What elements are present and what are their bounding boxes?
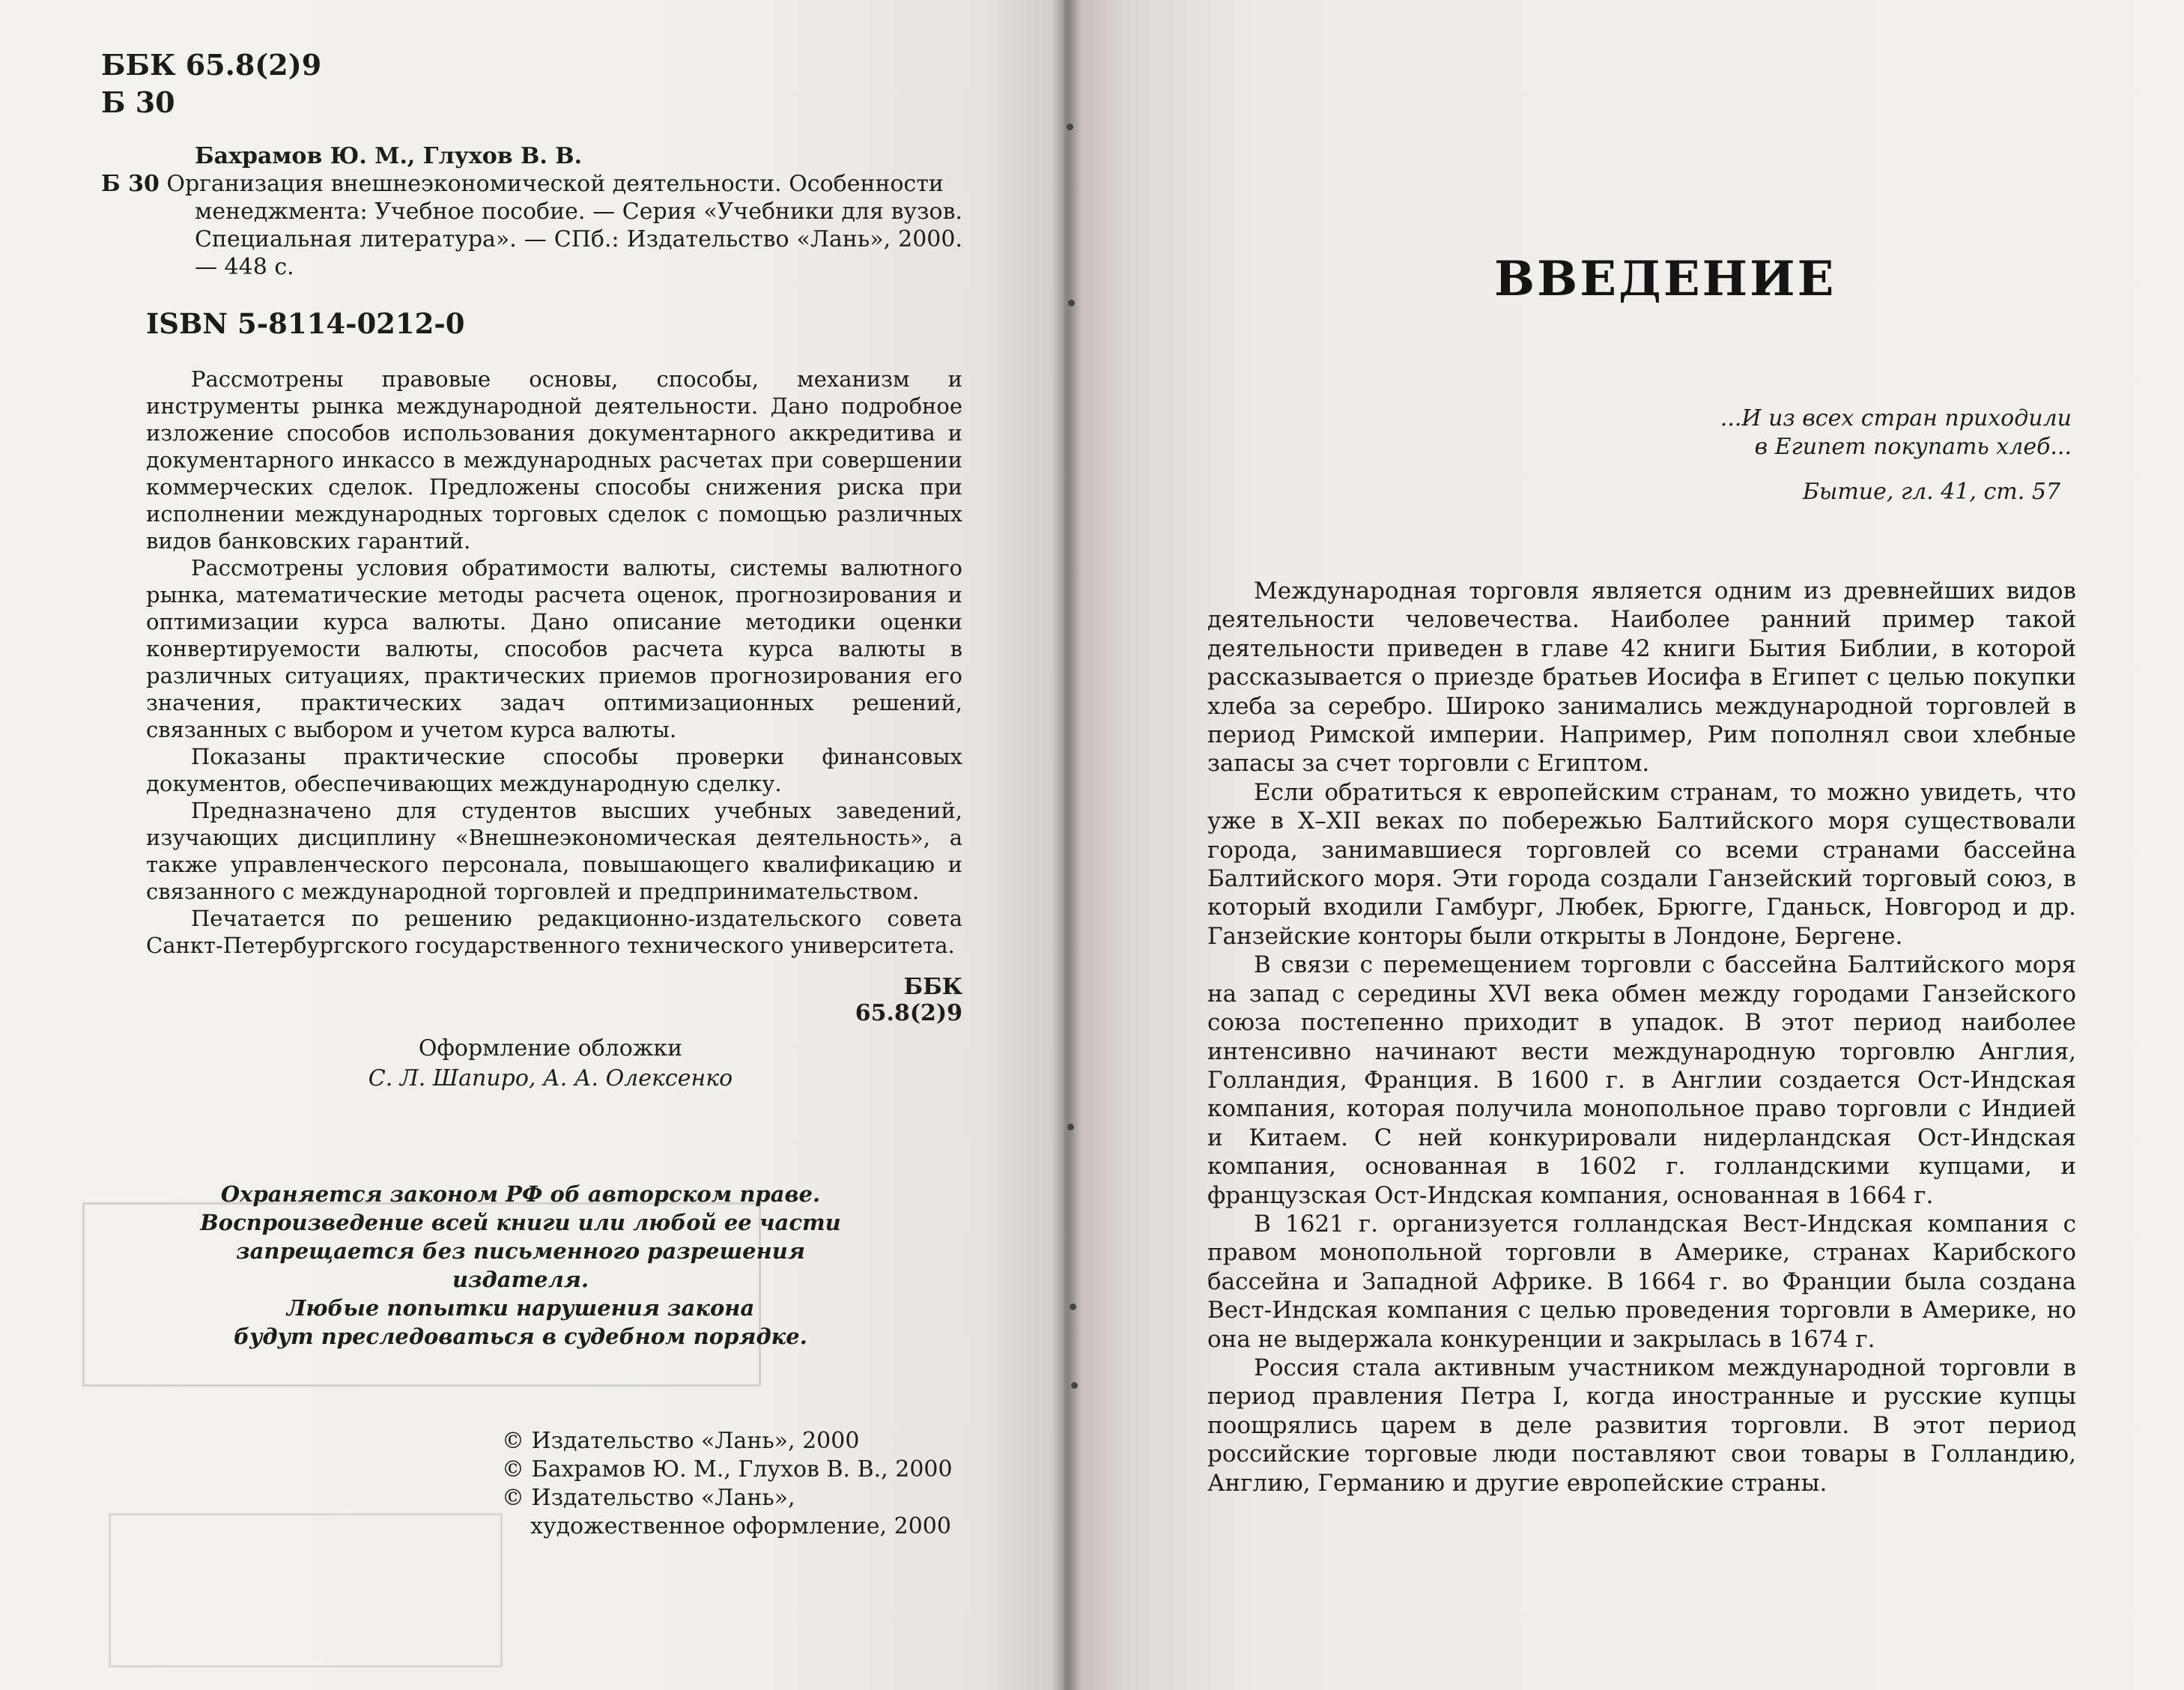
epigraph-source: Бытие, гл. 41, ст. 57: [1802, 479, 2060, 505]
body-paragraph: В 1621 г. организуется голландская Вест-Индская компания с правом монопольной торговли в Америке, странах Карибского бассейна и Западной Африке. В 1664 г. во Франции была создана Вест-Индская компания с целью проведения торговли в Америке, но она не выдержала конкуренции и закрылась в 1674 г.: [1207, 1210, 2076, 1353]
notice-line: Воспроизведение всей книги или любой ее части: [200, 1210, 841, 1235]
epigraph: [1678, 405, 2072, 506]
binding-mark: [1067, 124, 1073, 130]
faded-library-stamp: [109, 1513, 503, 1668]
binding-mark: [1070, 1303, 1076, 1310]
epigraph-line: ...И из всех стран приходили: [1720, 405, 2072, 431]
entry-title: Организация внешнеэкономической деятельности. Особенности: [166, 171, 944, 197]
body-paragraph: Международная торговля является одним из древнейших видов деятельности человечества. Наиболее ранний пример такой деятельности приведен в главе 42 книги Бытия Библии, в которой рассказывается о приезде братьев Иосифа в Египет с целью покупки хлеба за серебро. Широко занимались международной торговлей в период Римской империи. Например, Рим пополнял свои хлебные запасы за счет торговли с Египтом.: [1207, 578, 2076, 778]
notice-line: Охраняется законом РФ об авторском праве.: [220, 1181, 821, 1207]
annotation-paragraph: Рассмотрены условия обратимости валюты, системы валютного рынка, математические методы расчета оценок, прогнозирования и оптимизации курса валюты. Дано описание методики оценки конвертируемости валюты, способов расчета курса валюты в различных ситуациях, практических приемов прогнозирования его значения, практических задач оптимизационных решений, связанных с выбором и учетом курса валюты.: [146, 555, 962, 742]
right-page: [1064, 0, 2184, 1690]
epigraph-source-row: [1678, 478, 2072, 506]
copyright-notice: [195, 1180, 846, 1351]
bib-entry: [101, 170, 962, 281]
body-paragraph: В связи с перемещением торговли с бассейна Балтийского моря на запад с середины XVI века обмен между городами Ганзейского союза постепенно приходит в упадок. В этот период наиболее интенсивно начинают вести международную торговлю Англия, Голландия, Франция. В 1600 г. в Англии создается Ост-Индская компания, которая получила монопольное право торговли с Индией и Китаем. С ней конкурировали нидерландская Ост-Индская компания, основанная в 1602 г. голландскими купцами, и французская Ост-Индская компания, основанная в 1664 г.: [1207, 951, 2076, 1209]
annotation-paragraph: Показаны практические способы проверки финансовых документов, обеспечивающих международную сделку.: [146, 744, 962, 796]
annotation-paragraph: Рассмотрены правовые основы, способы, механизм и инструменты рынка международной деятельности. Дано подробное изложение способов использования документарного аккредитива и документарного инкассо в международных расчетах при совершении коммерческих сделок. Предложены способы снижения риска при исполнении международных торговых сделок с помощью различных видов банковских гарантий.: [146, 366, 962, 554]
cover-designers: С. Л. Шапиро, А. А. Олексенко: [368, 1065, 733, 1091]
bbk-code: [101, 46, 321, 121]
body-paragraph: Если обратиться к европейским странам, то можно увидеть, что уже в X–XII веках по побережью Балтийского моря существовали города, занимавшиеся торговлей со всеми странами бассейна Балтийского моря. Эти города создали Ганзейский торговый союз, в который входили Гамбург, Любек, Брюгге, Гданьск, Новгород и др. Ганзейские конторы были открыты в Лондоне, Бергене.: [1207, 778, 2076, 950]
introduction-text: [1207, 577, 2076, 1497]
binding-mark: [1068, 300, 1075, 306]
notice-line: будут преследоваться в судебном порядке.: [234, 1324, 807, 1349]
bbk-index: ББК 65.8(2)9: [101, 48, 322, 82]
entry-details: менеджмента: Учебное пособие. — Серия «Учебники для вузов. Специальная литература». — СПб.: Издательство «Лань», 2000. — 448 с.: [195, 199, 962, 280]
copyright-line: © Издательство «Лань», 2000: [502, 1428, 860, 1454]
authors: Бахрамов Ю. М., Глухов В. В.: [195, 143, 583, 169]
bbk-code-footer: ББК 65.8(2)9: [855, 974, 962, 1026]
copyright-line: © Бахрамов Ю. М., Глухов В. В., 2000: [502, 1456, 953, 1482]
annotation-paragraph: Предназначено для студентов высших учебных заведений, изучающих дисциплину «Внешнеэкономическая деятельность», а также управленческого персонала, повышающего квалификацию и связанного с международной торговлей и предпринимательством.: [146, 798, 962, 904]
bibliographic-record: [101, 142, 962, 281]
copyright-line: художественное оформление, 2000: [530, 1513, 951, 1539]
annotation: [146, 366, 962, 959]
chapter-title: ВВЕДЕНИЕ: [1494, 251, 1836, 307]
notice-line: запрещается без письменного разрешения издателя.: [236, 1238, 805, 1292]
author-mark: Б 30: [101, 85, 175, 119]
book-gutter: [1052, 0, 1082, 1690]
left-page: [0, 0, 1064, 1690]
notice-line: Любые попытки нарушения закона: [286, 1295, 755, 1321]
cover-design-label: Оформление обложки: [418, 1035, 683, 1061]
annotation-paragraph: Печатается по решению редакционно-издательского совета Санкт-Петербургского государственного технического университета.: [146, 906, 962, 958]
epigraph-line: в Египет покупать хлеб...: [1754, 434, 2072, 460]
cover-design-credit: [341, 1034, 760, 1094]
body-paragraph: Россия стала активным участником международной торговли в период правления Петра I, когда иностранные и русские купцы поощрялись царем в деле развития торговли. В этот период российские торговые люди поставляют свои товары в Голландию, Англию, Германию и другие европейские страны.: [1207, 1354, 2076, 1497]
copyright-line: © Издательство «Лань»,: [502, 1485, 795, 1511]
isbn: ISBN 5-8114-0212-0: [146, 307, 465, 340]
entry-index: Б 30: [101, 171, 160, 197]
binding-mark: [1071, 1382, 1078, 1389]
binding-mark: [1067, 1124, 1074, 1130]
copyright-lines: [502, 1427, 953, 1541]
